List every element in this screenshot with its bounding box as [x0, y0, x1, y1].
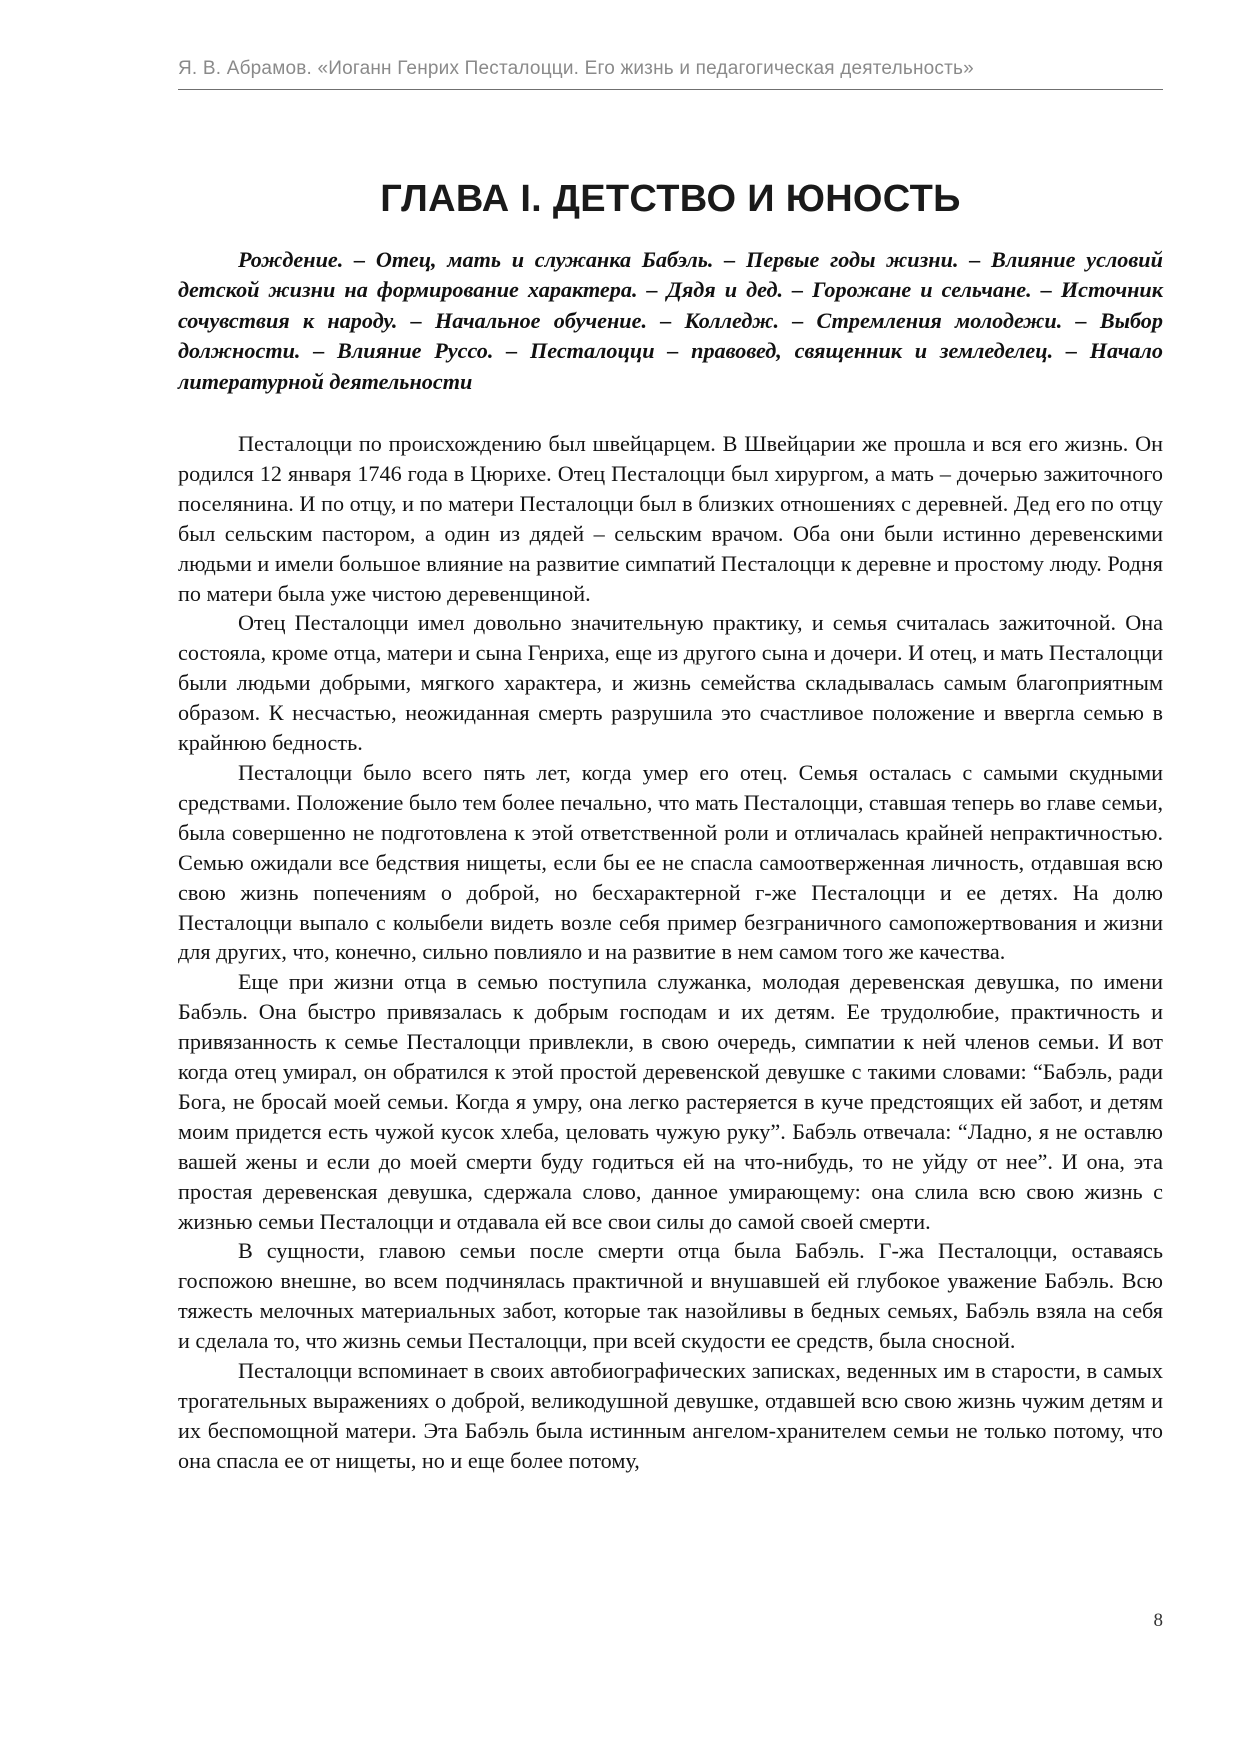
paragraph: Песталоцци было всего пять лет, когда умер его отец. Семья осталась с самыми скудными средствами. Положение было тем более печально, что мать Песталоцци, ставшая теперь во главе семьи, была совершенно не подготовлена к этой ответственной роли и отличалась крайней непрактичностью. Семью ожидали все бедствия нищеты, если бы ее не спасла самоотверженная личность, отдавшая всю свою жизнь попечениям о доброй, но бесхарактерной г-же Песталоцци и ее детях. На долю Песталоцци выпало с колыбели видеть возле себя пример безграничного самопожертвования и жизни для других, что, конечно, сильно повлияло и на развитие в нем самом того же качества.	[178, 759, 1163, 965]
page-number: 8	[1153, 1610, 1163, 1631]
chapter-body	[178, 429, 1163, 1476]
chapter-title: ГЛАВА I. ДЕТСТВО И ЮНОСТЬ	[380, 178, 961, 220]
running-header: Я. В. Абрамов. «Иоганн Генрих Песталоцци. Его жизнь и педагогическая деятельность»	[178, 58, 974, 79]
paragraph: Отец Песталоцци имел довольно значительную практику, и семья считалась зажиточной. Она состояла, кроме отца, матери и сына Генриха, еще из другого сына и дочери. И отец, и мать Песталоцци были людьми добрыми, мягкого характера, и жизнь семейства складывалась самым благоприятным образом. К несчастью, неожиданная смерть разрушила это счастливое положение и ввергла семью в крайнюю бедность.	[178, 610, 1163, 756]
paragraph: Еще при жизни отца в семью поступила служанка, молодая деревенская девушка, по имени Бабэль. Она быстро привязалась к добрым господам и их детям. Ее трудолюбие, практичность и привязанность к семье Песталоцци привлекли, в свою очередь, симпатии к ней членов семьи. И вот когда отец умирал, он обратился к этой простой деревенской девушке с такими словами: “Бабэль, ради Бога, не бросай моей семьи. Когда я умру, она легко растеряется в куче предстоящих ей забот, и детям моим придется есть чужой кусок хлеба, целовать чужую руку”. Бабэль отвечала: “Ладно, я не оставлю вашей жены и если до моей смерти буду годиться ей на что-нибудь, то не уйду от нее”. И она, эта простая деревенская девушка, сдержала слово, данное умирающему: она слила всю свою жизнь с жизнью семьи Песталоцци и отдавала ей все свои силы до самой своей смерти.	[178, 969, 1163, 1234]
paragraph: Песталоцци вспоминает в своих автобиографических записках, веденных им в старости, в самых трогательных выражениях о доброй, великодушной девушке, отдавшей всю свою жизнь чужим детям и их беспомощной матери. Эта Бабэль была истинным ангелом-хранителем семьи не только потому, что она спасла ее от нищеты, но и еще более потому,	[178, 1358, 1163, 1473]
chapter-summary: Рождение. – Отец, мать и служанка Бабэль. – Первые годы жизни. – Влияние условий детской жизни на формирование характера. – Дядя и дед. – Горожане и сельчане. – Источник сочувствия к народу. – Начальное обучение. – Колледж. – Стремления молодежи. – Выбор должности. – Влияние Руссо. – Песталоцци – правовед, священник и земледелец. – Начало литературной деятельности	[178, 247, 1163, 394]
paragraph: Песталоцци по происхождению был швейцарцем. В Швейцарии же прошла и вся его жизнь. Он родился 12 января 1746 года в Цюрихе. Отец Песталоцци был хирургом, а мать – дочерью зажиточного поселянина. И по отцу, и по матери Песталоцци был в близких отношениях с деревней. Дед его по отцу был сельским пастором, а один из дядей – сельским врачом. Оба они были истинно деревенскими людьми и имели большое влияние на развитие симпатий Песталоцци к деревне и простому люду. Родня по матери была уже чистою деревенщиной.	[178, 431, 1163, 606]
paragraph: В сущности, главою семьи после смерти отца была Бабэль. Г-жа Песталоцци, оставаясь госпожою внешне, во всем подчинялась практичной и внушавшей ей глубокое уважение Бабэль. Всю тяжесть мелочных материальных забот, которые так назойливы в бедных семьях, Бабэль взяла на себя и сделала то, что жизнь семьи Песталоцци, при всей скудости ее средств, была сносной.	[178, 1238, 1163, 1354]
header-divider	[178, 89, 1163, 90]
